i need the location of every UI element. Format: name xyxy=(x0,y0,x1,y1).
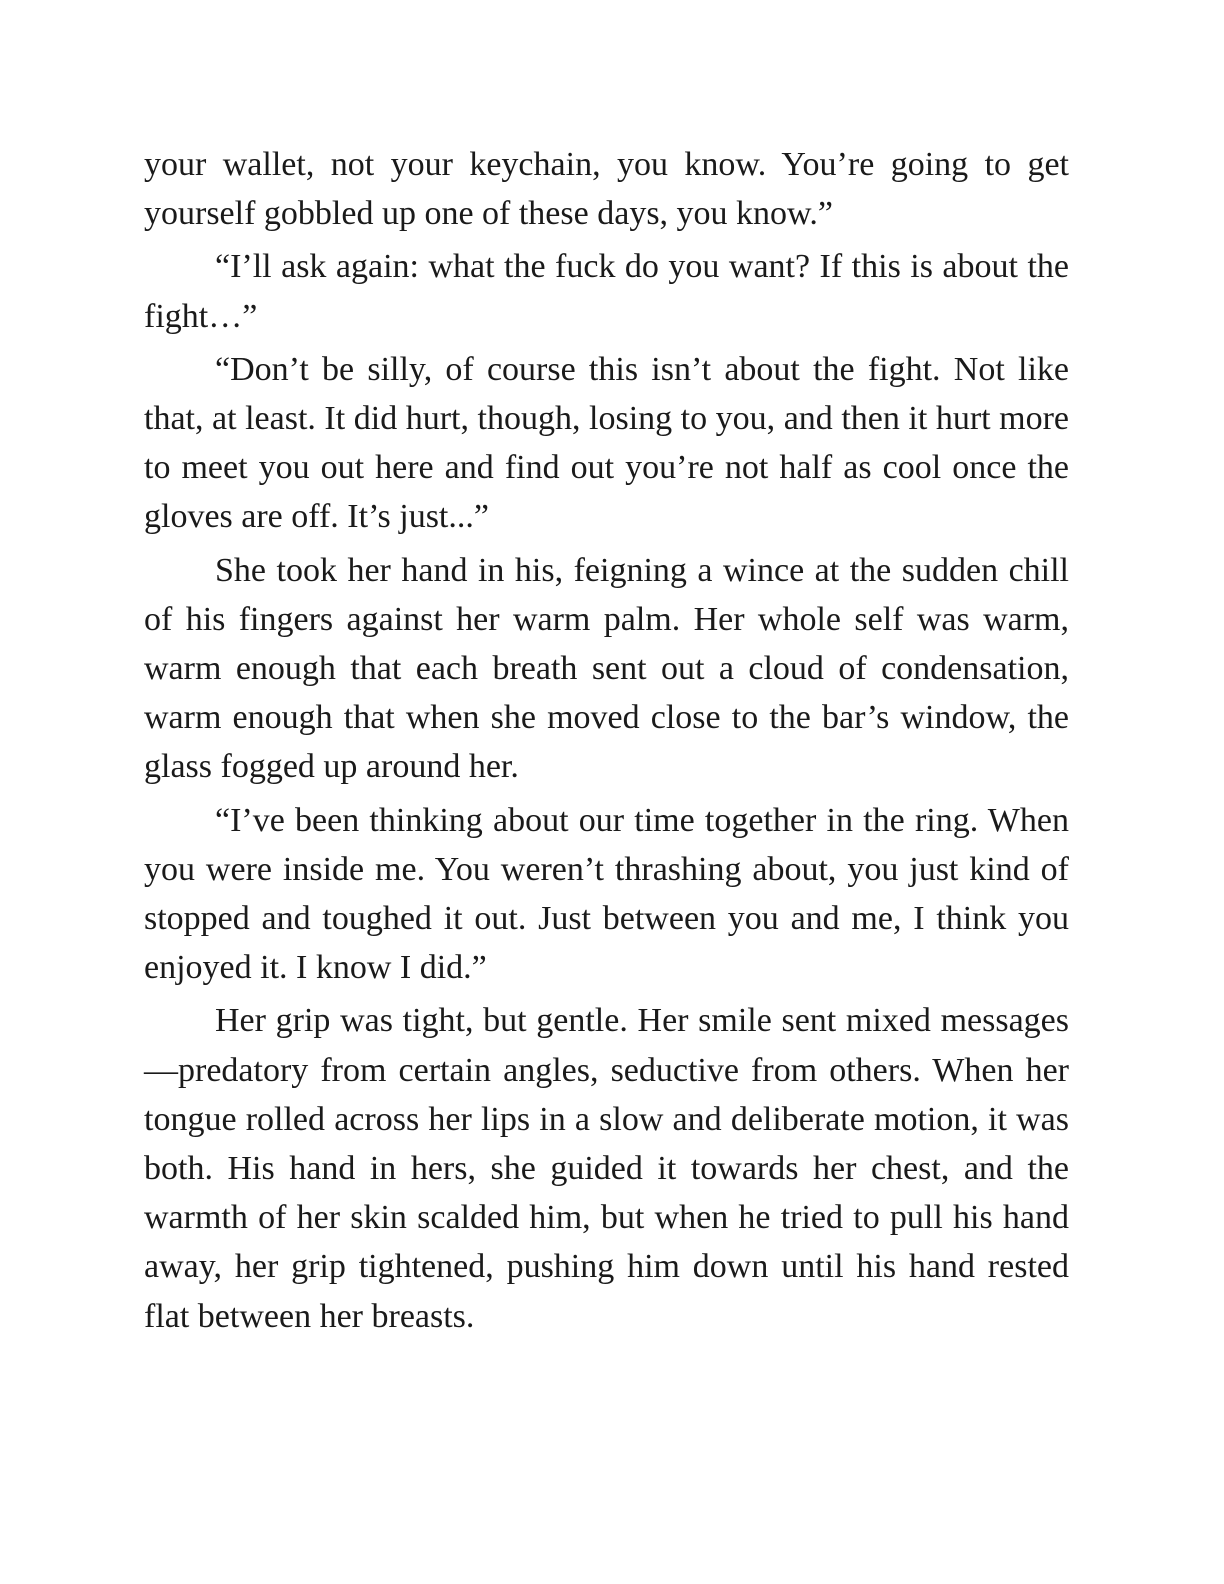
document-page xyxy=(144,140,1069,1341)
paragraph-narration-hand: She took her hand in his, feigning a wince at the sudden chill of his fingers against her warm palm. Her whole self was warm, warm enough that each breath sent out a cloud of condensation, warm enough that when she moved close to the bar’s window, the glass fogged up around her. xyxy=(144,551,1069,786)
paragraph-dialogue-dont-be-silly: “Don’t be silly, of course this isn’t about the fight. Not like that, at least. It did hurt, though, losing to you, and then it hurt more to meet you out here and find out you’re not half as cool once the gloves are off. It’s just...” xyxy=(144,350,1069,536)
paragraph-narration-grip: Her grip was tight, but gentle. Her smile sent mixed messages—predatory from certain angles, seductive from others. When her tongue rolled across her lips in a slow and deliberate motion, it was both. His hand in hers, she guided it towards her chest, and the warmth of her skin scalded him, but when he tried to pull his hand away, her grip tightened, pushing him down until his hand rested flat between her breasts. xyxy=(144,1002,1069,1335)
paragraph-dialogue-ask-again: “I’ll ask again: what the fuck do you want? If this is about the fight…” xyxy=(144,248,1069,335)
paragraph-dialogue-ring: “I’ve been thinking about our time together in the ring. When you were inside me. You weren’t thrashing about, you just kind of stopped and toughed it out. Just between you and me, I think you enjoyed it. I know I did.” xyxy=(144,801,1069,987)
paragraph-continuation: your wallet, not your keychain, you know. You’re going to get yourself gobbled up one of these days, you know.” xyxy=(144,146,1069,233)
